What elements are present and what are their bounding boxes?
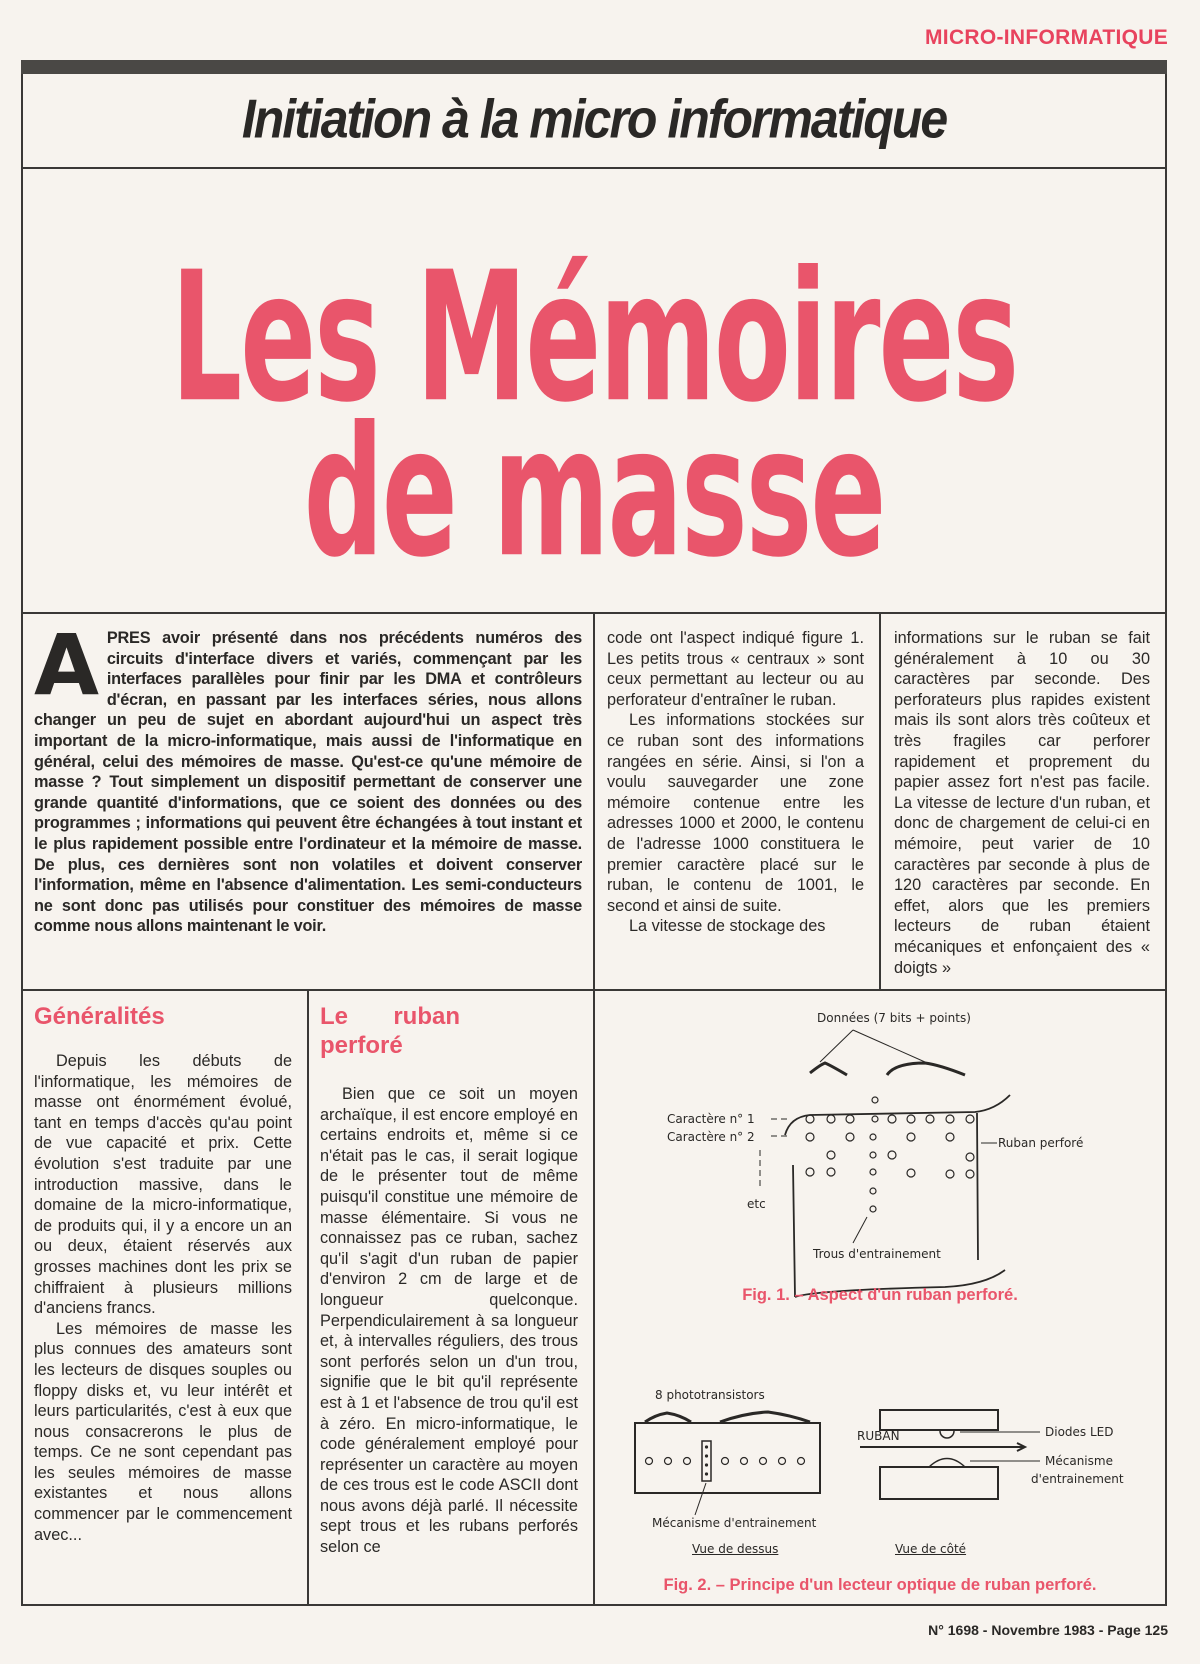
intro-text: PRES avoir présenté dans nos précédents numéros des circuits d'interface divers et variés, commençant par les interfaces parallèles pour finir par les DMA et contrôleurs d'écran, en passant par les interfaces séries, nous allons changer un peu de sujet en abordant aujourd'hui un aspect très important de la micro-informatique, mais aussi de l'informatique en général, celui des mémoires de masse. Qu'est-ce qu'une mémoire de masse ? Tout simplement un dispositif permettant de conserver une grande quantité d'informations, que ce soient des données ou des programmes ; informations qui peuvent être échangées à tout instant et le plus rapidement possible entre l'ordinateur et la mémoire de masse. De plus, ces dernières sont non volatiles et doivent conserver l'information, même en l'absence d'alimentation. Les semi-conducteurs ne sont donc pas utilisés pour constituer des mémoires de masse comme nous allons maintenant le voir.	[34, 629, 582, 936]
frame-left	[21, 614, 23, 1606]
column-divider	[307, 989, 309, 1604]
paragraph: informations sur le ruban se fait généralement à 10 ou 30 caractères par seconde. Des perforateurs plus rapides existent mais ils sont alors très coûteux et très fragiles car perforer rapidement et proprement du papier assez fort n'est pas facile. La vitesse de lecture d'un ruban, et donc de chargement de celui-ci en mémoire, peut varier de 10 caractères par seconde à plus de 120 caractères par seconde. En effet, alors que les premiers lecteurs de ruban étaient mécaniques et enfonçaient des « doigts »	[894, 629, 1150, 977]
page-footer: N° 1698 - Novembre 1983 - Page 125	[928, 1622, 1168, 1638]
brace-icon	[810, 1063, 847, 1075]
row-divider	[21, 989, 1167, 991]
fig2-meca-label: Mécanisme d'entrainement	[652, 1516, 817, 1530]
paragraph: code ont l'aspect indiqué figure 1. Les petits trous « centraux » sont ceux permettant au lecteur ou au perforateur d'entraîner le ruban.	[607, 629, 864, 709]
brace-icon	[645, 1412, 810, 1422]
paragraph: Les mémoires de masse les plus connues des amateurs sont les lecteurs de disques souples ou floppy disks et, vu leur intérêt et leurs particularités, c'est à eux que nous consacrerons le plus de temps. Ce ne sont cependant pas les seules mémoires de masse existantes et nous allons commencer par le commencement avec...	[34, 1319, 292, 1544]
fig2-ruban-label: RUBAN	[857, 1429, 900, 1443]
figure-1-diagram	[595, 995, 1165, 1305]
intro-paragraph	[34, 616, 582, 937]
paragraph: Bien que ce soit un moyen archaïque, il est encore employé en certains endroits et, même si ce n'était pas le cas, il serait logique de le présenter tout de même puisqu'il constitue une mémoire de masse élémentaire. Si vous ne connaissez pas ce ruban, sachez qu'il s'agit d'un ruban de papier d'environ 2 cm de large et de longueur quelconque. Perpendiculairement à sa longueur et, à intervalles réguliers, des trous sont perforés selon un d'un trou, signifie que le bit qu'il représente est à 1 et l'absence de trou qu'il est à zéro. En micro-informatique, le code généralement employé pour représenter un caractère au moyen de ces trous est le code ASCII dont nous avons déjà parlé. Il nécessite sept trous et les rubans perforés selon ce	[320, 1085, 578, 1557]
brace-icon	[887, 1063, 965, 1075]
figure-2-diagram	[595, 1375, 1165, 1555]
frame-bottom	[21, 1604, 1167, 1606]
section-rubric: MICRO-INFORMATIQUE	[925, 26, 1168, 49]
fig1-etc-label: etc	[747, 1197, 766, 1211]
fig1-char2-label: Caractère n° 2	[667, 1130, 755, 1144]
paragraph: Depuis les débuts de l'informatique, les mémoires de masse ont énormément évolué, tant en temps d'accès qu'au point de vue capacité et prix. Cette évolution s'est traduite par une introduction massive, dans le domaine de la micro-informatique, de produits qui, il y a encore un an ou deux, étaient réservés aux grosses machines dont les prix se chiffraient à plusieurs millions d'anciens francs.	[34, 1052, 292, 1318]
section-ruban	[320, 1002, 578, 1558]
fig2-side-view-label: Vue de côté	[895, 1542, 967, 1555]
fig1-trous-label: Trous d'entrainement	[813, 1247, 941, 1261]
frame-right	[1165, 614, 1167, 1606]
fig2-top-view-label: Vue de dessus	[692, 1542, 779, 1555]
kicker-title: Initiation à la micro informatique	[241, 88, 947, 150]
paragraph: La vitesse de stockage des	[629, 917, 826, 936]
fig1-ruban-label: Ruban perforé	[998, 1136, 1084, 1150]
header-bar	[21, 60, 1167, 74]
drop-cap: A	[34, 616, 99, 714]
section-heading: Généralités	[34, 1003, 165, 1030]
column-3	[894, 628, 1150, 978]
column-2	[607, 628, 864, 937]
fig2-meca-side-label-2: d'entrainement	[1031, 1472, 1124, 1486]
figure-2-caption: Fig. 2. – Principe d'un lecteur optique de ruban perforé.	[663, 1576, 1097, 1594]
column-divider	[879, 614, 881, 990]
fig2-photo-label: 8 phototransistors	[655, 1388, 765, 1402]
article-title-line2: de masse	[303, 389, 885, 598]
tape-outline	[785, 1095, 1010, 1297]
fig2-diodes-label: Diodes LED	[1045, 1425, 1114, 1439]
fig2-meca-side-label: Mécanisme	[1045, 1454, 1113, 1468]
section-heading: Le ruban perforé	[320, 1003, 460, 1059]
fig1-data-label: Données (7 bits + points)	[817, 1011, 971, 1025]
fig1-char1-label: Caractère n° 1	[667, 1112, 755, 1126]
section-generalites	[34, 1002, 292, 1545]
figure-1-caption: Fig. 1. – Aspect d'un ruban perforé.	[742, 1286, 1018, 1304]
divider	[21, 167, 1167, 169]
paragraph: Les informations stockées sur ce ruban sont des informations rangées en série. Ainsi, si l'on a voulu sauvegarder une zone mémoire contenue entre les adresses 1000 et 2000, le contenu de l'adresse 1000 constituera le premier caractère placé sur le ruban, le contenu de 1001, le second et ainsi de suite.	[607, 711, 864, 915]
article-title-line1: Les Mémoires	[170, 234, 1018, 443]
